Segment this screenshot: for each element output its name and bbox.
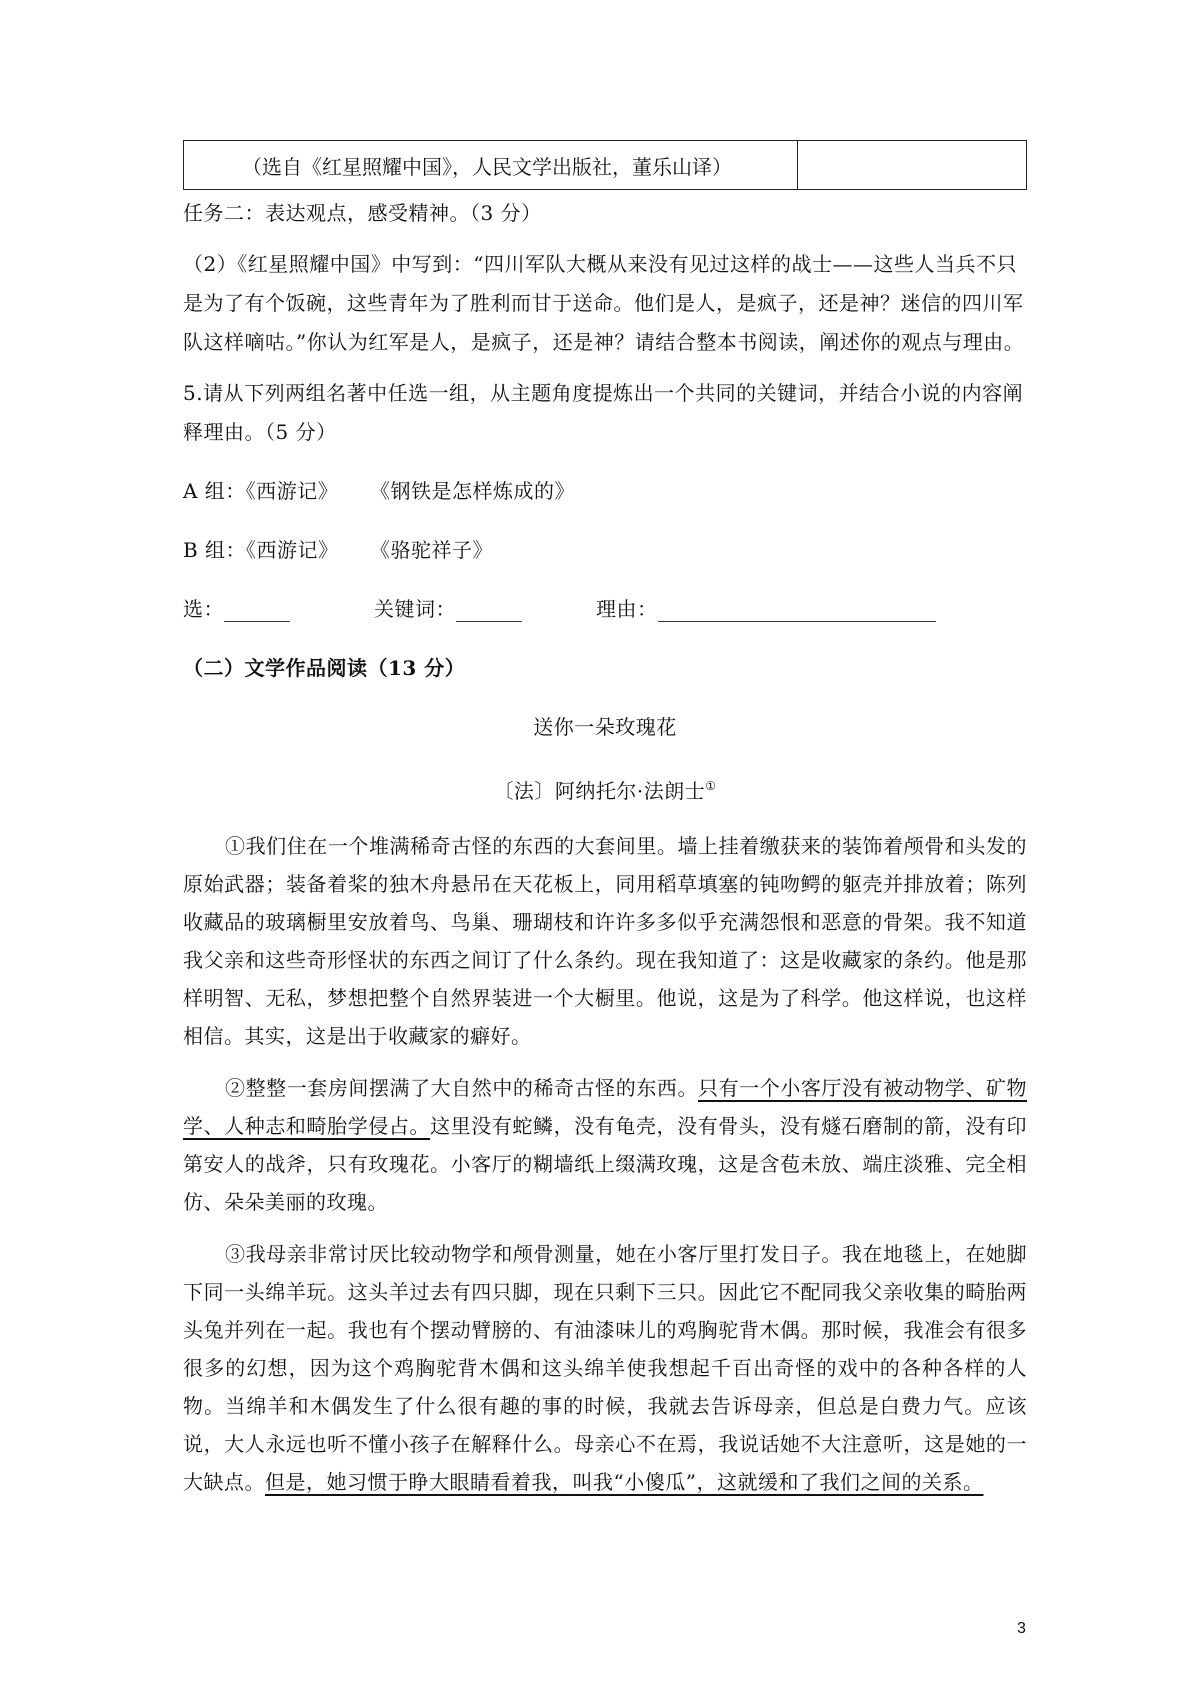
group-b (183, 531, 1027, 570)
page-number: 3 (1017, 1620, 1026, 1637)
choose-blank[interactable] (224, 595, 290, 622)
table-row (184, 141, 1027, 190)
paragraph-1: ①我们住在一个堆满稀奇古怪的东西的大套间里。墙上挂着缴获来的装饰着颅骨和头发的原始武器；装备着桨的独木舟悬吊在天花板上，同用稻草填塞的钝吻鳄的躯壳并排放着；陈列收藏品的玻璃橱里安放着鸟、鸟巢、珊瑚枝和许许多多似乎充满怨恨和恶意的骨架。我不知道我父亲和这些奇形怪状的东西之间订了什么条约。现在我知道了：这是收藏家的条约。他是那样明智、无私，梦想把整个自然界装进一个大橱里。他说，这是为了科学。他这样说，也这样相信。其实，这是出于收藏家的癖好。 (183, 834, 1027, 1048)
paragraph-2 (183, 1069, 1027, 1221)
source-citation-cell: （选自《红星照耀中国》，人民文学出版社，董乐山译） (184, 141, 798, 190)
section-title: （二）文学作品阅读（13 分） (183, 656, 466, 680)
group-b-label: B 组：《西游记》 (183, 538, 339, 562)
author-name: 〔法〕阿纳托尔·法朗士 (493, 779, 706, 803)
group-a-book2: 《钢铁是怎样炼成的》 (370, 479, 575, 503)
paragraph-3-text: ③我母亲非常讨厌比较动物学和颅骨测量，她在小客厅里打发日子。我在地毯上，在她脚下同一头绵羊玩。这头羊过去有四只脚，现在只剩下三只。因此它不配同我父亲收集的畸胎两头兔并列在一起。我也有个摆动臂膀的、有油漆味儿的鸡胸驼背木偶。那时候，我准会有很多很多的幻想，因为这个鸡胸驼背木偶和这头绵羊使我想起千百出奇怪的戏中的各种各样的人物。当绵羊和木偶发生了什么很有趣的事的时候，我就去告诉母亲，但总是白费力气。应该说，大人永远也听不懂小孩子在解释什么。母亲心不在焉，我说话她不大注意听，这是她的一大缺点。 (183, 1242, 1027, 1494)
author-footnote-mark: ① (705, 779, 717, 793)
paragraph-3 (183, 1235, 1027, 1501)
reason-blank[interactable] (658, 595, 936, 622)
group-b-book2: 《骆驼祥子》 (370, 538, 493, 562)
task2-heading: 任务二：表达观点，感受精神。（3 分） (183, 201, 542, 225)
paragraph-3-underlined: 但是，她习惯于睁大眼睛看着我，叫我“小傻瓜”，这就缓和了我们之间的关系。 (265, 1470, 984, 1494)
keyword-label: 关键词： (374, 597, 456, 621)
story-title: 送你一朵玫瑰花 (533, 715, 677, 739)
paragraph-2-text-cont: 这里没有蛇鳞，没有龟壳，没有骨头，没有燧石磨制的箭，没有印第安人的战斧，只有玫瑰花。小客厅的糊墙纸上缀满玫瑰，这是含苞未放、端庄淡雅、完全相仿、朵朵美丽的玫瑰。 (183, 1114, 1028, 1214)
empty-cell (798, 141, 1027, 190)
answer-row (183, 590, 1027, 629)
choose-label: 选： (183, 597, 224, 621)
paragraph-2-underlined: 只有一个小客厅没有被动物学、矿物学、人种志和畸胎学侵占。 (183, 1076, 1028, 1138)
question-2: （2）《红星照耀中国》中写到：“四川军队大概从来没有见过这样的战士——这些人当兵不只是为了有个饭碗，这些青年为了胜利而甘于送命。他们是人，是疯子，还是神？迷信的四川军队这样嘀咕。”你认为红军是人，是疯子，还是神？请结合整本书阅读，阐述你的观点与理由。 (183, 252, 1025, 354)
question-5: 5.请从下列两组名著中任选一组，从主题角度提炼出一个共同的关键词，并结合小说的内容阐释理由。（5 分） (183, 381, 1024, 444)
group-a-label: A 组：《西游记》 (183, 479, 339, 503)
keyword-blank[interactable] (456, 595, 522, 622)
source-table (183, 140, 1027, 190)
paragraph-2-text: ②整整一套房间摆满了大自然中的稀奇古怪的东西。 (225, 1076, 699, 1100)
group-a (183, 472, 1027, 511)
reason-label: 理由： (596, 597, 658, 621)
page-content (183, 140, 1027, 1501)
author-line (183, 767, 1027, 811)
